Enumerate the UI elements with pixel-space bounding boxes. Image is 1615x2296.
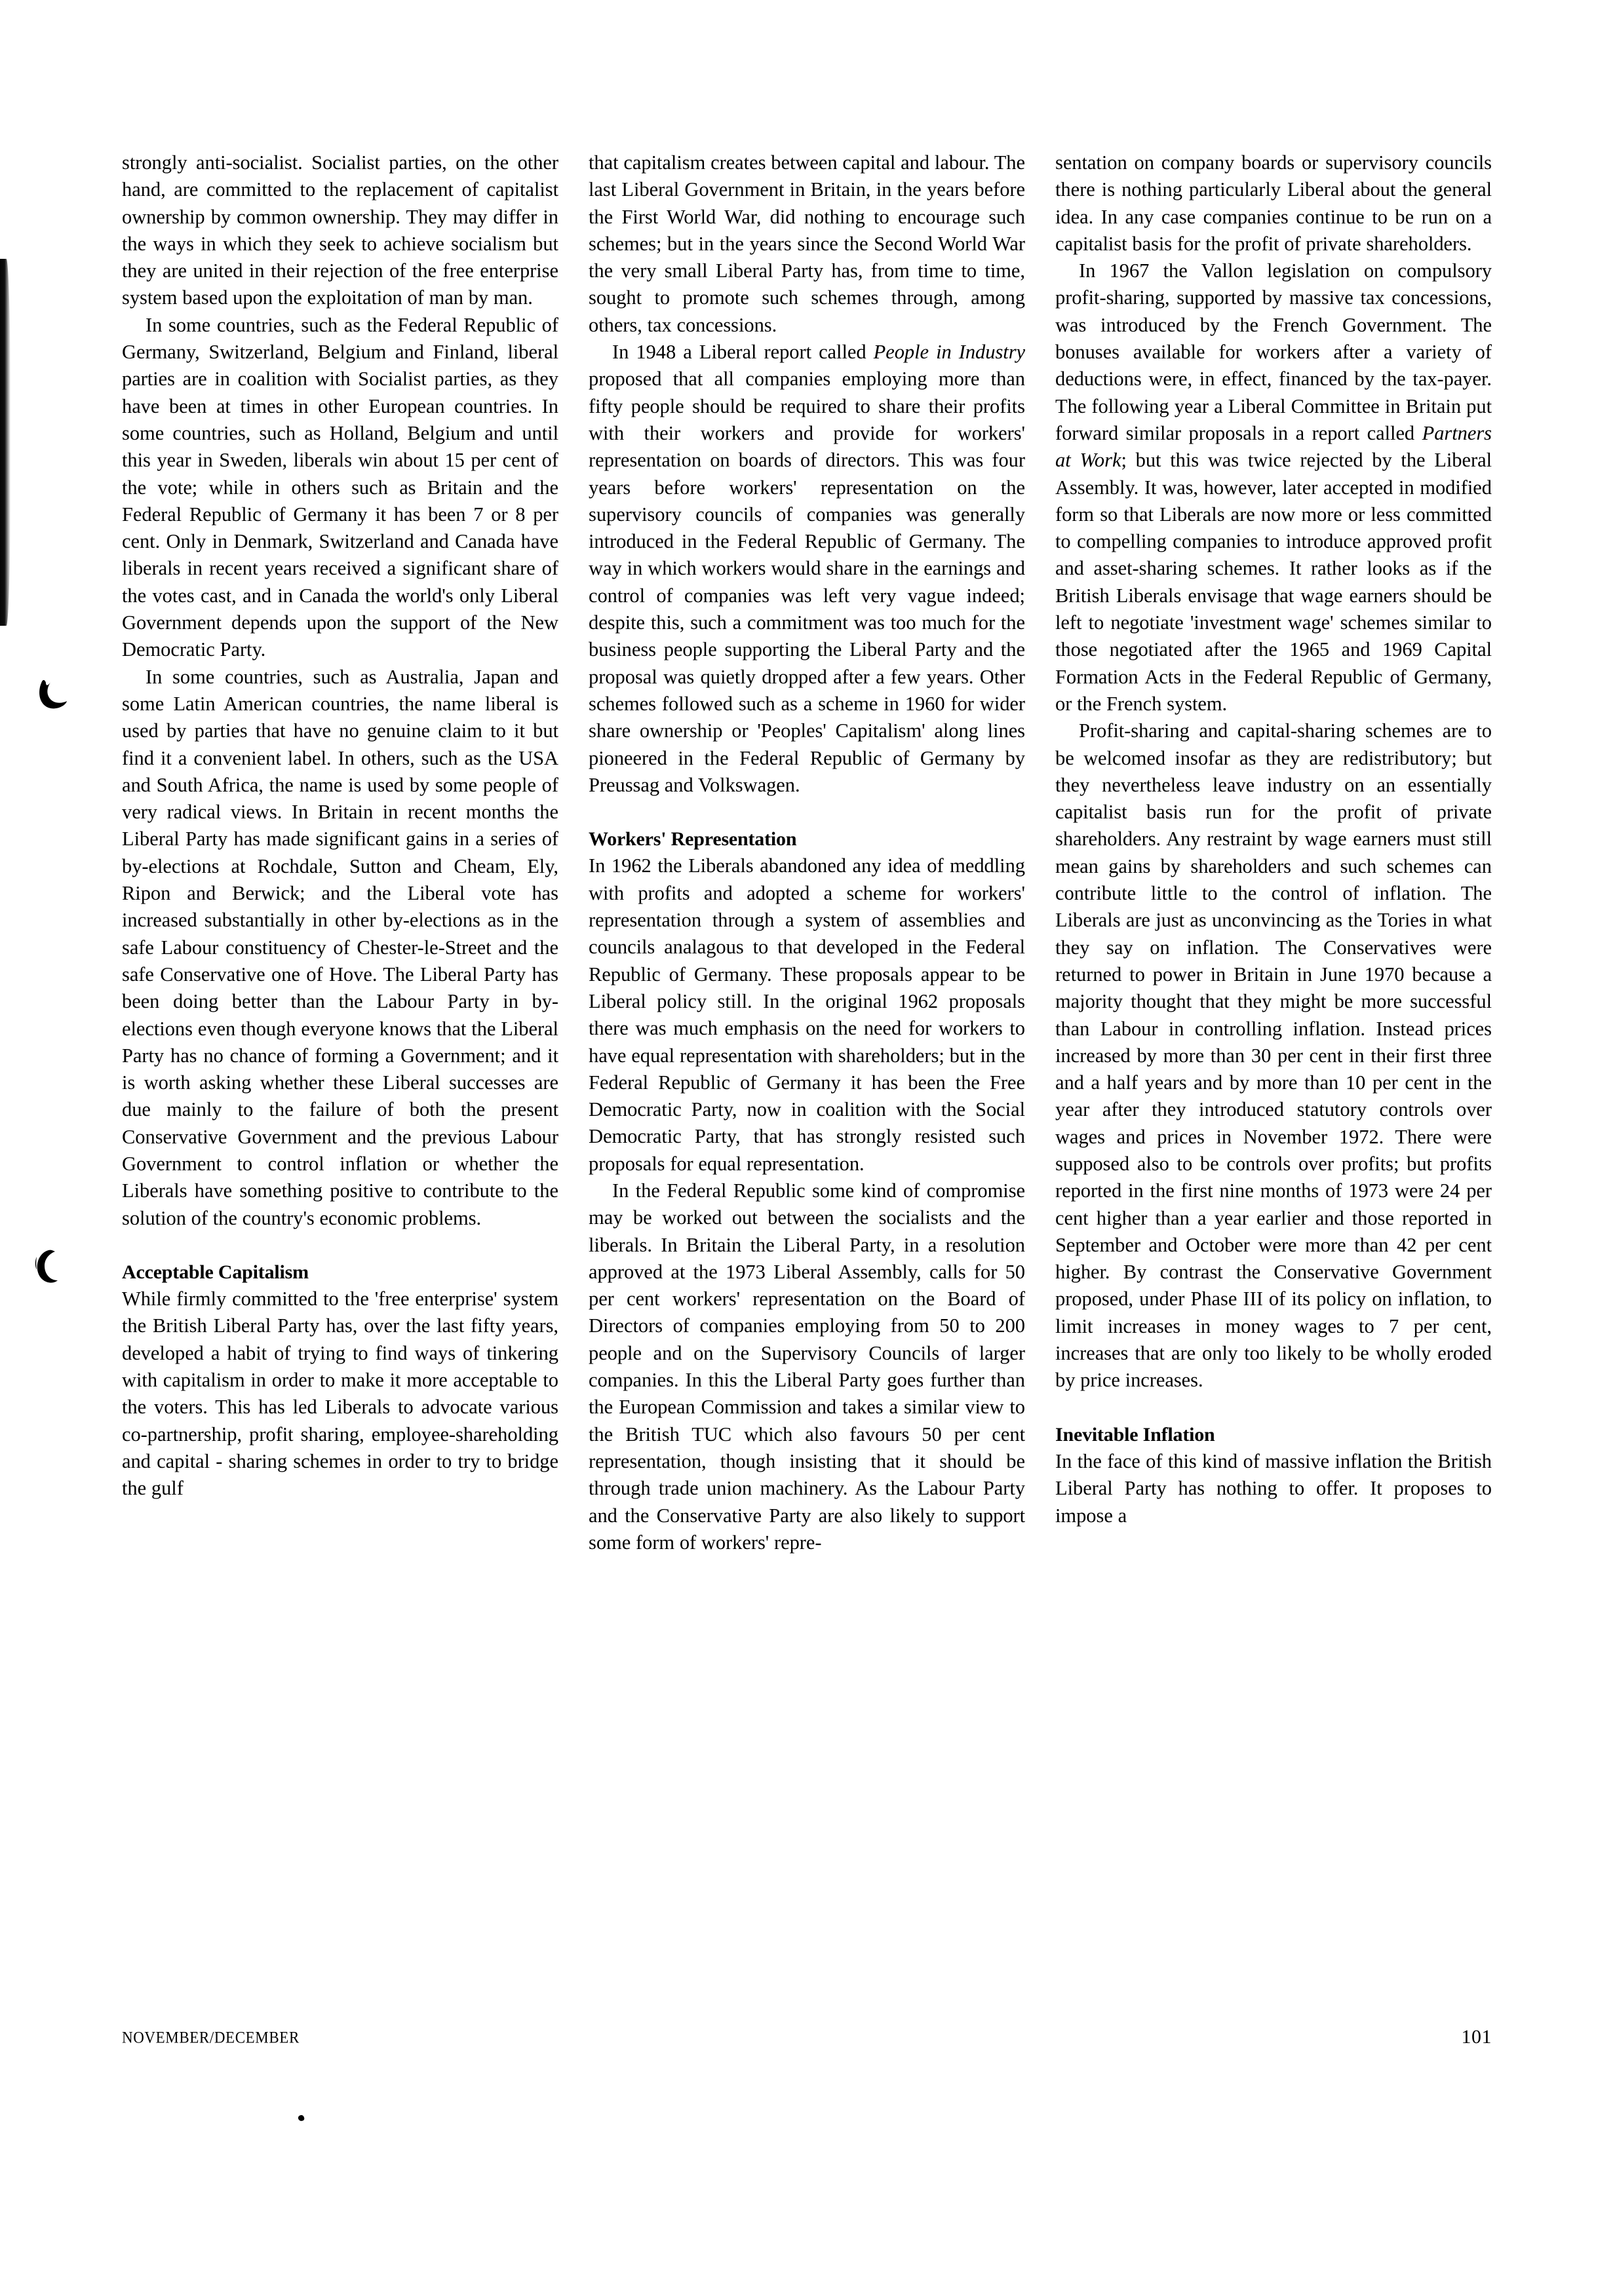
margin-ink-blot-lower-icon — [33, 1245, 75, 1291]
text-column-3 — [1055, 149, 1492, 1951]
section-heading-workers-representation: Workers' Representation — [589, 828, 797, 851]
paragraph: In the face of this kind of massive inflation the British Liberal Party has nothing to offer. It proposes to impose a — [1055, 1449, 1492, 1527]
stray-ink-speck — [298, 2114, 305, 2122]
paragraph-with-italic-title: In 1948 a Liberal report called People in Industry proposed that all companies employing more than fifty people should be required to share their profits with their workers and provide for workers' representation on boards of directors. This was four years before workers' representation on the supervisory councils of companies was generally introduced in the Federal Republic of Germany. The way in which workers would share in the earnings and control of companies was left very vague indeed; despite this, such a commitment was too much for the business people supporting the Liberal Party and the proposal was quietly dropped after a few years. Other schemes followed such as a scheme in 1960 for wider share ownership or 'Peoples' Capitalism' along lines pioneered in the Federal Republic of Germany by Preussag and Volkswagen. — [589, 341, 1025, 796]
text-columns — [122, 149, 1492, 1951]
page-number: 101 — [1461, 2026, 1492, 2048]
text-column-2 — [589, 149, 1025, 1951]
paragraph-with-italic-title: In 1967 the Vallon legislation on compulsory profit-sharing, supported by massive tax concessions, was introduced by the French Government. The bonuses available for workers after a variety of deductions were, in effect, financed by the tax-payer. The following year a Liberal Committee in Britain put forward similar proposals in a report called Partners at Work; but this was twice rejected by the Liberal Assembly. It was, however, later accepted in modified form so that Liberals are now more or less committed to compelling companies to introduce approved profit and asset-sharing schemes. It rather looks as if the British Liberals envisage that wage earners should be left to negotiate 'investment wage' schemes similar to those negotiated after the 1965 and 1969 Capital Formation Acts in the Federal Republic of Germany, or the French system. — [1055, 259, 1492, 715]
paragraph: In the Federal Republic some kind of compromise may be worked out between the socialists and the liberals. In Britain the Liberal Party, in a resolution approved at the 1973 Liberal Assembly, calls for 50 per cent workers' representation on the Board of Directors of companies employing from 50 to 200 people and on the Supervisory Councils of larger companies. In this the Liberal Party goes further than the European Commission and takes a similar view to the British TUC which also favours 50 per cent representation, though insisting that it should be through trade union machinery. As the Labour Party and the Conservative Party are also likely to support some form of workers' repre- — [589, 1179, 1025, 1554]
running-head: NOVEMBER/DECEMBER — [122, 2027, 300, 2046]
paragraph: In 1962 the Liberals abandoned any idea of meddling with profits and adopted a scheme for workers' representation through a system of assemblies and councils analagous to that developed in the Federal Republic of Germany. These proposals appear to be Liberal policy still. In the original 1962 proposals there was much emphasis on the need for workers to have equal representation with shareholders; but in the Federal Republic of Germany it has been the Free Democratic Party, now in coalition with the Social Democratic Party, that has strongly resisted such proposals for equal representation. — [589, 854, 1025, 1175]
scan-edge-shadow-artifact — [0, 259, 10, 626]
paragraph: sentation on company boards or supervisory councils there is nothing particularly Liberal about the general idea. In any case companies continue to be run on a capitalist basis for the profit of private shareholders. — [1055, 151, 1492, 255]
margin-ink-blot-upper-icon — [37, 675, 77, 716]
paragraph: While firmly committed to the 'free enterprise' system the British Liberal Party has, over the last fifty years, developed a habit of trying to find ways of tinkering with capitalism in order to make it more acceptable to the voters. This has led Liberals to advocate various co-partnership, profit sharing, employee-shareholding and capital - sharing schemes in order to try to bridge the gulf — [122, 1288, 558, 1500]
paragraph: strongly anti-socialist. Socialist parties, on the other hand, are committed to the replacement of capitalist ownership by common ownership. They may differ in the ways in which they seek to achieve socialism but they are united in their rejection of the free enterprise system based upon the exploitation of man by man. — [122, 151, 558, 309]
paragraph: Profit-sharing and capital-sharing schemes are to be welcomed insofar as they are redistributory; but they nevertheless leave industry on an essentially capitalist basis run for the profit of private shareholders. Any restraint by wage earners must still mean gains by shareholders and such schemes can contribute little to the control of inflation. The Liberals are just as unconvincing as the Tories in what they say on inflation. The Conservatives were returned to power in Britain in June 1970 because a majority thought that they might be more successful than Labour in controlling inflation. Instead prices increased by more than 30 per cent in their first three and a half years and by more than 10 per cent in the year after they introduced statutory controls over wages and prices in November 1972. There were supposed also to be controls over profits; but profits reported in the first nine months of 1973 were 24 per cent higher than a year earlier and those reported in September and October were more than 42 per cent higher. By contrast the Conservative Government proposed, under Phase III of its policy on inflation, to limit increases in money wages to 7 per cent, increases that are only too likely to be wholly eroded by price increases. — [1055, 719, 1492, 1392]
section-heading-acceptable-capitalism: Acceptable Capitalism — [122, 1261, 309, 1283]
paragraph: that capitalism creates between capital and labour. The last Liberal Government in Britain, in the years before the First World War, did nothing to encourage such schemes; but in the years since the Second World War the very small Liberal Party has, from time to time, sought to promote such schemes through, among others, tax concessions. — [589, 151, 1025, 336]
text-column-1 — [122, 149, 558, 1951]
section-heading-inevitable-inflation: Inevitable Inflation — [1055, 1423, 1215, 1445]
paragraph: In some countries, such as Australia, Japan and some Latin American countries, the name liberal is used by parties that have no genuine claim to it but find it a convenient label. In others, such as the USA and South Africa, the name is used by some people of very radical views. In Britain in recent months the Liberal Party has made significant gains in a series of by-elections at Rochdale, Sutton and Cheam, Ely, Ripon and Berwick; and the Liberal vote has increased substantially in other by-elections as in the safe Labour constituency of Chester-le-Street and the safe Conservative one of Hove. The Liberal Party has been doing better than the Labour Party in by-elections even though everyone knows that the Liberal Party has no chance of forming a Government; and it is worth asking whether these Liberal successes are due mainly to the failure of both the present Conservative Government and the previous Labour Government to control inflation or whether the Liberals have something positive to contribute to the solution of the country's economic problems. — [122, 665, 558, 1229]
page-footer — [122, 2026, 1492, 2048]
paragraph: In some countries, such as the Federal Republic of Germany, Switzerland, Belgium and Finland, liberal parties are in coalition with Socialist parties, as they have been at times in other European countries. In some countries, such as Holland, Belgium and until this year in Sweden, liberals win about 15 per cent of the vote; while in others such as Britain and the Federal Republic of Germany it has been 7 or 8 per cent. Only in Denmark, Switzerland and Canada have liberals in recent years received a significant share of the votes cast, and in Canada the world's only Liberal Government depends upon the support of the New Democratic Party. — [122, 313, 558, 661]
